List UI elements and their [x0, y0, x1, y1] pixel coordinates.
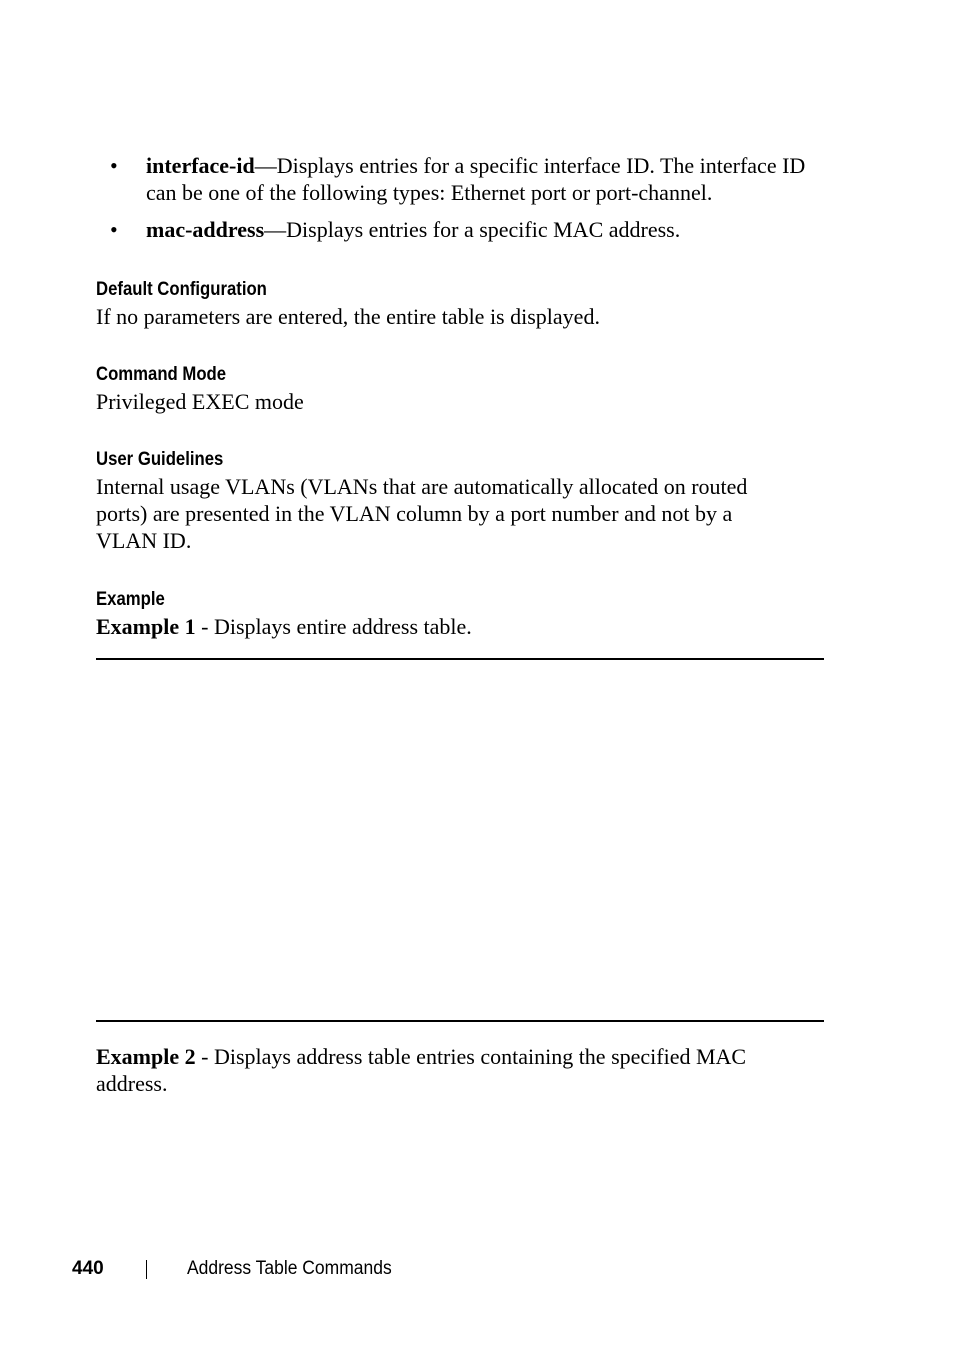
user-guidelines-text: Internal usage VLANs (VLANs that are automatically allocated on routed ports) are presented in the VLAN column by a port number and not by a VLAN ID.	[96, 474, 748, 553]
parameter-description: —Displays entries for a specific interface ID. The interface ID can be one of the following types: Ethernet port or port-channel.	[146, 153, 806, 205]
code-block-bottom-rule	[96, 1020, 824, 1022]
command-mode-heading: Command Mode	[96, 364, 227, 385]
example-1-caption	[96, 613, 826, 640]
parameter-term: interface-id	[146, 153, 255, 178]
footer-separator	[146, 1260, 147, 1279]
parameter-term: mac-address	[146, 217, 265, 242]
list-item	[96, 152, 836, 206]
code-block-top-rule	[96, 658, 824, 660]
example-2-text: - Displays address table entries containing the specified MAC address.	[96, 1044, 747, 1096]
default-configuration-heading: Default Configuration	[96, 279, 267, 300]
list-item	[96, 216, 836, 243]
example-1-label: Example 1	[96, 614, 196, 639]
example-heading: Example	[96, 589, 165, 610]
command-mode-text: Privileged EXEC mode	[96, 389, 304, 414]
footer-section-title: Address Table Commands	[187, 1258, 392, 1279]
example-2-caption	[96, 1043, 796, 1097]
parameter-list	[96, 152, 836, 253]
default-configuration-text: If no parameters are entered, the entire table is displayed.	[96, 304, 600, 329]
user-guidelines-heading: User Guidelines	[96, 449, 224, 470]
bullet-icon: •	[110, 153, 118, 178]
parameter-description: —Displays entries for a specific MAC address.	[264, 217, 681, 242]
page-number: 440	[72, 1258, 104, 1279]
bullet-icon: •	[110, 217, 118, 242]
example-2-label: Example 2	[96, 1044, 196, 1069]
example-1-text: - Displays entire address table.	[195, 614, 472, 639]
